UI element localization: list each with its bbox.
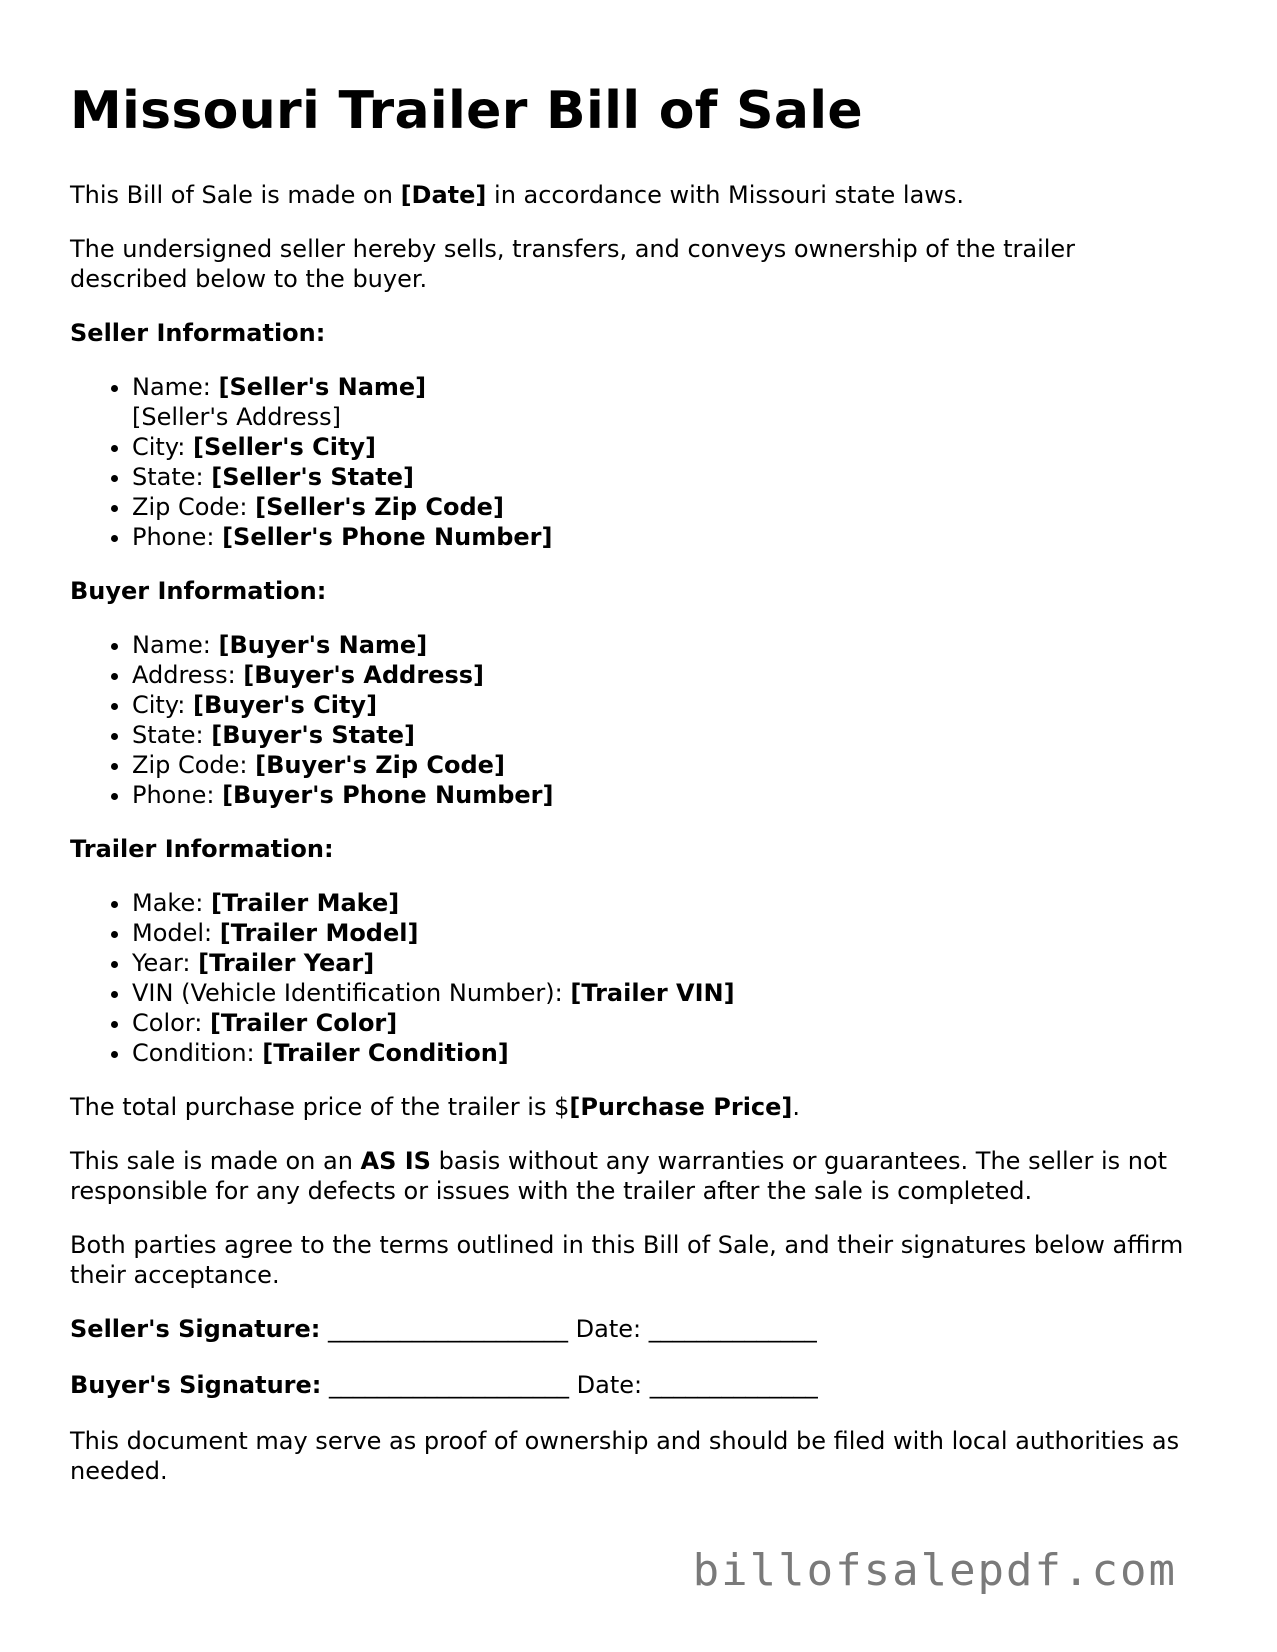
buyer-heading: Buyer Information: bbox=[70, 577, 327, 606]
list-item: • Address: [Buyer's Address] bbox=[132, 660, 1200, 690]
buyer-city: [Buyer's City] bbox=[193, 691, 378, 720]
agreement-paragraph: Both parties agree to the terms outlined in this Bill of Sale, and their signatures below affirm their acceptance. bbox=[70, 1231, 1184, 1290]
buyer-signature-label: Buyer's Signature: bbox=[70, 1371, 322, 1400]
purchase-price: [Purchase Price] bbox=[569, 1093, 793, 1122]
seller-zip: [Seller's Zip Code] bbox=[255, 493, 504, 522]
buyer-date-blank: ______________ bbox=[649, 1371, 818, 1400]
seller-heading: Seller Information: bbox=[70, 319, 326, 348]
seller-address: [Seller's Address] bbox=[132, 403, 342, 432]
list-item: • Name: [Seller's Name] [Seller's Address] bbox=[132, 372, 1200, 432]
list-item: • VIN (Vehicle Identification Number): [Trailer VIN] bbox=[132, 978, 1200, 1008]
seller-signature-line: Seller's Signature: ____________________ Date: ______________ bbox=[70, 1315, 817, 1344]
list-item: • Model: [Trailer Model] bbox=[132, 918, 1200, 948]
document-title: Missouri Trailer Bill of Sale bbox=[70, 81, 863, 141]
as-is-term: AS IS bbox=[360, 1147, 431, 1176]
buyer-address: [Buyer's Address] bbox=[243, 661, 484, 690]
list-item: • Name: [Buyer's Name] bbox=[132, 630, 1200, 660]
seller-signature-blank: ____________________ bbox=[320, 1315, 576, 1344]
intro-paragraph: This Bill of Sale is made on [Date] in accordance with Missouri state laws. bbox=[70, 181, 965, 210]
seller-date-blank: ______________ bbox=[648, 1315, 817, 1344]
seller-state: [Seller's State] bbox=[211, 463, 415, 492]
buyer-signature-line: Buyer's Signature: ____________________ Date: ______________ bbox=[70, 1371, 818, 1400]
seller-name: [Seller's Name] bbox=[218, 373, 427, 402]
document bbox=[70, 80, 1200, 1510]
trailer-vin: [Trailer VIN] bbox=[570, 979, 735, 1008]
list-item: • Year: [Trailer Year] bbox=[132, 948, 1200, 978]
list-item: • Zip Code: [Seller's Zip Code] bbox=[132, 492, 1200, 522]
as-is-paragraph: This sale is made on an AS IS basis without any warranties or guarantees. The seller is not responsible for any defects or issues with the trailer after the sale is completed. bbox=[70, 1147, 1168, 1206]
buyer-info-list bbox=[70, 630, 1200, 810]
list-item: • State: [Buyer's State] bbox=[132, 720, 1200, 750]
closing-paragraph: This document may serve as proof of ownership and should be filed with local authorities as needed. bbox=[70, 1427, 1180, 1486]
list-item: • Condition: [Trailer Condition] bbox=[132, 1038, 1200, 1068]
watermark: billofsalepdf.com bbox=[692, 1545, 1177, 1596]
list-item: • Phone: [Buyer's Phone Number] bbox=[132, 780, 1200, 810]
trailer-info-list bbox=[70, 888, 1200, 1068]
list-item: • Phone: [Seller's Phone Number] bbox=[132, 522, 1200, 552]
trailer-color: [Trailer Color] bbox=[209, 1009, 398, 1038]
trailer-year: [Trailer Year] bbox=[198, 949, 375, 978]
list-item: • City: [Buyer's City] bbox=[132, 690, 1200, 720]
buyer-name: [Buyer's Name] bbox=[218, 631, 428, 660]
transfer-paragraph: The undersigned seller hereby sells, transfers, and conveys ownership of the trailer described below to the buyer. bbox=[70, 235, 1076, 294]
list-item: • Make: [Trailer Make] bbox=[132, 888, 1200, 918]
price-paragraph: The total purchase price of the trailer is $[Purchase Price]. bbox=[70, 1093, 801, 1122]
sale-date: [Date] bbox=[400, 181, 487, 210]
trailer-heading: Trailer Information: bbox=[70, 835, 334, 864]
trailer-make: [Trailer Make] bbox=[210, 889, 400, 918]
buyer-signature-blank: ____________________ bbox=[321, 1371, 577, 1400]
buyer-phone: [Buyer's Phone Number] bbox=[222, 781, 554, 810]
seller-info-list bbox=[70, 372, 1200, 552]
trailer-model: [Trailer Model] bbox=[219, 919, 419, 948]
list-item: • Color: [Trailer Color] bbox=[132, 1008, 1200, 1038]
list-item: • State: [Seller's State] bbox=[132, 462, 1200, 492]
buyer-zip: [Buyer's Zip Code] bbox=[255, 751, 505, 780]
buyer-state: [Buyer's State] bbox=[211, 721, 416, 750]
seller-signature-label: Seller's Signature: bbox=[70, 1315, 321, 1344]
list-item: • Zip Code: [Buyer's Zip Code] bbox=[132, 750, 1200, 780]
list-item: • City: [Seller's City] bbox=[132, 432, 1200, 462]
trailer-condition: [Trailer Condition] bbox=[262, 1039, 509, 1068]
seller-city: [Seller's City] bbox=[193, 433, 377, 462]
seller-phone: [Seller's Phone Number] bbox=[222, 523, 553, 552]
